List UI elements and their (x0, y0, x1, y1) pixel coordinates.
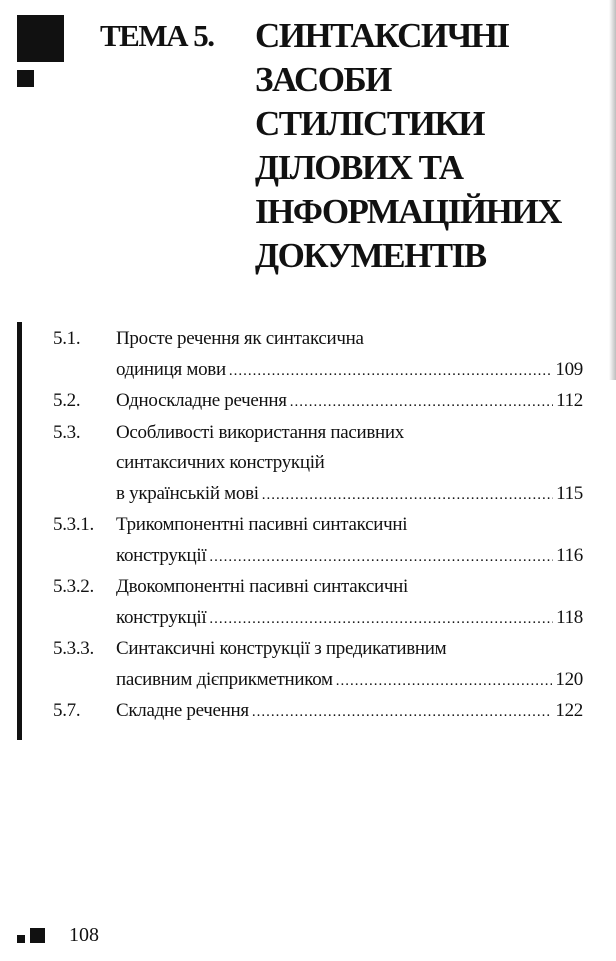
title-line: СТИЛІСТИКИ (255, 104, 484, 143)
toc-entry-line (53, 696, 583, 728)
toc-entry-text: Особливості використання пасивних (116, 421, 404, 443)
footer-bullet-small (17, 935, 25, 943)
toc-entry-line (53, 479, 583, 511)
toc-entry-page: 109 (555, 358, 583, 380)
toc-entry-text: пасивним дієприкметником (116, 668, 333, 690)
toc-entry-line (53, 572, 583, 603)
dot-leader (262, 480, 553, 511)
dot-leader (229, 356, 553, 387)
toc-entry-text: Трикомпонентні пасивні синтаксичні (116, 514, 408, 535)
title-line: ЗАСОБИ (255, 60, 391, 99)
toc-entry-text: в українській мові (116, 482, 259, 504)
toc-entry-number: 5.7. (53, 700, 81, 721)
toc-entry-number: 5.1. (53, 328, 81, 349)
toc-entry-page: 112 (556, 390, 583, 411)
toc-entry-line (53, 665, 583, 697)
page-edge-shadow (609, 0, 616, 380)
dot-leader (336, 666, 553, 697)
dot-leader (252, 697, 553, 728)
decorative-square-small (17, 70, 34, 87)
toc-entry-text: Односкладне речення (116, 390, 287, 411)
toc-entry-line (53, 510, 583, 541)
toc-entry-line (53, 603, 583, 635)
toc-entry-text: Складне речення (116, 700, 249, 721)
toc-entry-number: 5.3.3. (53, 638, 94, 659)
footer-bullet-square (30, 928, 45, 943)
toc-entry-number: 5.2. (53, 390, 81, 411)
title-line: ДІЛОВИХ ТА (255, 148, 463, 187)
title-line: ДОКУМЕНТІВ (255, 236, 486, 275)
toc-entry-line (53, 386, 583, 418)
toc-entry-text: Просте речення як синтаксична (116, 328, 364, 349)
toc-entry-text: конструкції (116, 544, 207, 566)
toc-entry-line (53, 634, 583, 665)
table-of-contents (53, 324, 583, 728)
toc-entry-page: 115 (556, 482, 583, 504)
dot-leader (290, 387, 553, 418)
toc-entry-page: 122 (555, 700, 583, 721)
topic-label: ТЕМА 5. (100, 18, 214, 53)
toc-entry-number: 5.3.1. (53, 514, 94, 535)
toc-entry-number: 5.3. (53, 421, 81, 443)
toc-entry-text: одиниця мови (116, 358, 226, 380)
title-line: ІНФОРМАЦІЙНИХ (255, 192, 561, 231)
toc-entry-text: Синтаксичні конструкції з предикативним (116, 638, 447, 659)
title-line: СИНТАКСИЧНІ (255, 16, 509, 55)
decorative-square-large (17, 15, 64, 62)
toc-entry-line (53, 324, 583, 355)
page-number: 108 (69, 924, 99, 946)
chapter-title (255, 14, 600, 278)
dot-leader (209, 542, 553, 573)
toc-entry-page: 116 (556, 544, 583, 566)
toc-side-bar (17, 322, 22, 740)
toc-entry-line (53, 541, 583, 573)
toc-entry-line (53, 355, 583, 387)
dot-leader (209, 604, 553, 635)
toc-entry-text: конструкції (116, 606, 207, 628)
toc-entry-page: 120 (555, 668, 583, 690)
toc-entry-number: 5.3.2. (53, 576, 94, 597)
toc-entry-text: синтаксичних конструкцій (116, 452, 325, 473)
toc-entry-line (53, 448, 583, 479)
toc-entry-text: Двокомпонентні пасивні синтаксичні (116, 576, 408, 597)
toc-entry-page: 118 (556, 606, 583, 628)
toc-entry-line (53, 418, 583, 449)
